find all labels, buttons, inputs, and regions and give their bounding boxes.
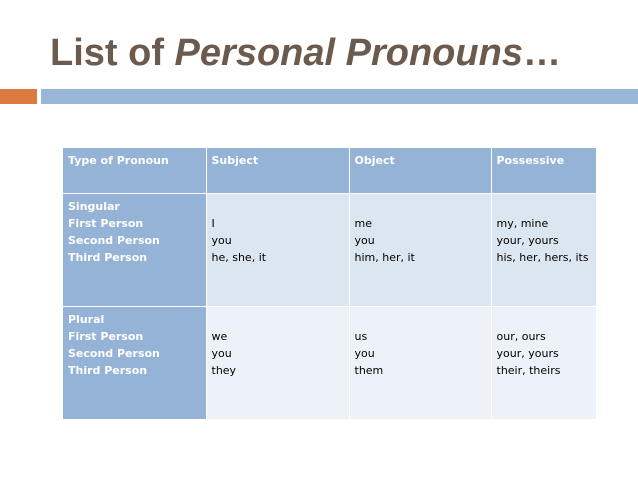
subject-value: you [211,347,232,360]
subject-value: they [211,364,237,377]
title-prefix: List of [50,32,175,74]
table-row-plural [63,307,596,420]
object-value: them [354,364,384,377]
accent-bar-blue [41,89,638,104]
possessive-value: my, mine [496,217,549,230]
person-label: First Person [68,217,144,230]
possessive-value: their, theirs [496,364,561,377]
cell-object-plural [349,307,491,420]
row-label-singular [63,194,206,307]
cell-possessive-plural [491,307,596,420]
person-label: Third Person [68,251,148,264]
subject-value: we [211,330,228,343]
header-subject: Subject [206,148,349,194]
accent-bar-orange [0,89,37,104]
group-label: Plural [68,313,105,326]
person-label: Third Person [68,364,148,377]
pronoun-table [63,148,597,420]
object-value: me [354,217,372,230]
possessive-value: our, ours [496,330,546,343]
subject-value: he, she, it [211,251,267,264]
person-label: Second Person [68,234,160,247]
cell-object-singular [349,194,491,307]
possessive-value: your, yours [496,234,559,247]
group-label: Singular [68,200,120,213]
header-type: Type of Pronoun [63,148,206,194]
header-object: Object [349,148,491,194]
header-possessive: Possessive [491,148,596,194]
cell-subject-plural [206,307,349,420]
title-emphasis: Personal Pronouns [174,32,523,74]
cell-subject-singular [206,194,349,307]
title-suffix: … [522,32,561,74]
object-value: you [354,347,375,360]
object-value: him, her, it [354,251,415,264]
subject-value: you [211,234,232,247]
person-label: First Person [68,330,144,343]
cell-possessive-singular [491,194,596,307]
person-label: Second Person [68,347,160,360]
possessive-value: your, yours [496,347,559,360]
page-title [50,30,561,76]
table-row-singular [63,194,596,307]
subject-value: I [211,217,215,230]
object-value: us [354,330,368,343]
row-label-plural [63,307,206,420]
table-header-row [63,148,596,194]
object-value: you [354,234,375,247]
possessive-value: his, her, hers, its [496,251,589,264]
